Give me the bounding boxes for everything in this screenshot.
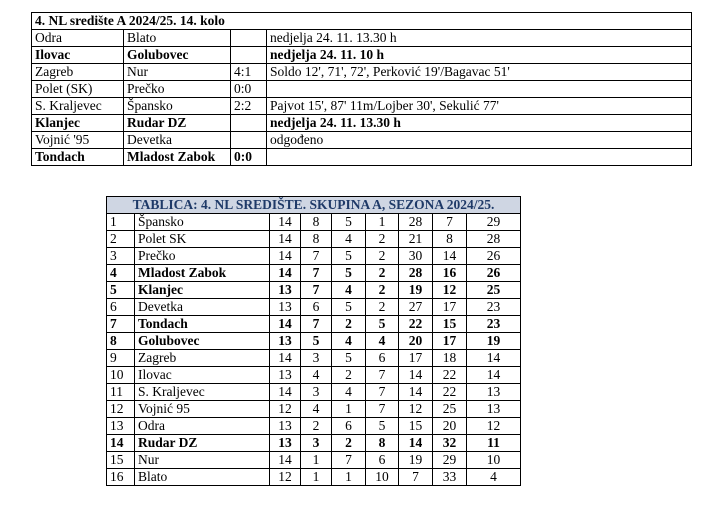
match-note: Soldo 12', 71', 72', Perković 19'/Bagavac 51' (267, 64, 692, 81)
losses: 10 (366, 469, 399, 486)
wins: 7 (301, 282, 332, 299)
played: 13 (270, 299, 301, 316)
draws: 2 (332, 367, 366, 384)
team-name: Polet SK (135, 231, 270, 248)
goals-against: 32 (433, 435, 467, 452)
played: 12 (270, 401, 301, 418)
match-note: nedjelja 24. 11. 13.30 h (267, 30, 692, 47)
goals-against: 8 (433, 231, 467, 248)
played: 14 (270, 265, 301, 282)
draws: 5 (332, 350, 366, 367)
standings-row (107, 367, 521, 384)
position: 14 (107, 435, 135, 452)
team-name: Devetka (135, 299, 270, 316)
losses: 2 (366, 248, 399, 265)
position: 10 (107, 367, 135, 384)
position: 5 (107, 282, 135, 299)
goals-for: 7 (399, 469, 433, 486)
home-team: S. Kraljevec (32, 98, 124, 115)
points: 23 (467, 316, 521, 333)
draws: 1 (332, 469, 366, 486)
draws: 2 (332, 435, 366, 452)
points: 26 (467, 248, 521, 265)
position: 8 (107, 333, 135, 350)
goals-against: 22 (433, 384, 467, 401)
points: 19 (467, 333, 521, 350)
fixture-row (32, 30, 692, 47)
goals-for: 30 (399, 248, 433, 265)
fixture-row (32, 47, 692, 64)
position: 2 (107, 231, 135, 248)
draws: 7 (332, 452, 366, 469)
team-name: Rudar DZ (135, 435, 270, 452)
away-team: Prečko (124, 81, 231, 98)
draws: 4 (332, 384, 366, 401)
points: 25 (467, 282, 521, 299)
draws: 5 (332, 248, 366, 265)
points: 13 (467, 401, 521, 418)
team-name: Odra (135, 418, 270, 435)
home-team: Tondach (32, 149, 124, 166)
losses: 5 (366, 316, 399, 333)
draws: 5 (332, 299, 366, 316)
position: 1 (107, 214, 135, 231)
standings-row (107, 452, 521, 469)
goals-against: 17 (433, 333, 467, 350)
position: 9 (107, 350, 135, 367)
losses: 2 (366, 231, 399, 248)
standings-row (107, 231, 521, 248)
fixture-row (32, 132, 692, 149)
standings-row (107, 316, 521, 333)
team-name: Špansko (135, 214, 270, 231)
points: 29 (467, 214, 521, 231)
points: 14 (467, 350, 521, 367)
points: 14 (467, 367, 521, 384)
wins: 1 (301, 452, 332, 469)
team-name: Nur (135, 452, 270, 469)
points: 28 (467, 231, 521, 248)
standings-row (107, 265, 521, 282)
match-score (231, 30, 267, 47)
goals-for: 14 (399, 435, 433, 452)
wins: 1 (301, 469, 332, 486)
losses: 7 (366, 401, 399, 418)
draws: 4 (332, 231, 366, 248)
points: 11 (467, 435, 521, 452)
match-score (231, 115, 267, 132)
wins: 3 (301, 384, 332, 401)
standings-row (107, 401, 521, 418)
goals-against: 7 (433, 214, 467, 231)
losses: 2 (366, 265, 399, 282)
goals-against: 12 (433, 282, 467, 299)
team-name: Vojnić 95 (135, 401, 270, 418)
goals-for: 17 (399, 350, 433, 367)
match-note: nedjelja 24. 11. 10 h (267, 47, 692, 64)
goals-for: 19 (399, 452, 433, 469)
draws: 6 (332, 418, 366, 435)
wins: 7 (301, 316, 332, 333)
team-name: Prečko (135, 248, 270, 265)
draws: 5 (332, 214, 366, 231)
home-team: Vojnić '95 (32, 132, 124, 149)
goals-against: 14 (433, 248, 467, 265)
draws: 2 (332, 316, 366, 333)
position: 15 (107, 452, 135, 469)
standings-row (107, 435, 521, 452)
away-team: Devetka (124, 132, 231, 149)
position: 6 (107, 299, 135, 316)
wins: 6 (301, 299, 332, 316)
position: 16 (107, 469, 135, 486)
played: 14 (270, 316, 301, 333)
match-note: Pajvot 15', 87' 11m/Lojber 30', Sekulić 77' (267, 98, 692, 115)
goals-for: 14 (399, 384, 433, 401)
position: 11 (107, 384, 135, 401)
wins: 4 (301, 367, 332, 384)
losses: 5 (366, 418, 399, 435)
fixture-row (32, 81, 692, 98)
home-team: Zagreb (32, 64, 124, 81)
points: 13 (467, 384, 521, 401)
played: 13 (270, 367, 301, 384)
standings-row (107, 333, 521, 350)
standings-row (107, 299, 521, 316)
team-name: Golubovec (135, 333, 270, 350)
standings-row (107, 350, 521, 367)
losses: 7 (366, 367, 399, 384)
draws: 5 (332, 265, 366, 282)
standings-table (106, 196, 521, 486)
standings-row (107, 384, 521, 401)
goals-against: 15 (433, 316, 467, 333)
wins: 4 (301, 401, 332, 418)
fixture-row (32, 115, 692, 132)
fixture-row (32, 149, 692, 166)
position: 4 (107, 265, 135, 282)
standings-title: TABLICA: 4. NL SREDIŠTE. SKUPINA A, SEZONA 2024/25. (107, 197, 521, 214)
away-team: Golubovec (124, 47, 231, 64)
home-team: Klanjec (32, 115, 124, 132)
fixtures-title: 4. NL središte A 2024/25. 14. kolo (32, 13, 692, 30)
match-note (267, 81, 692, 98)
losses: 8 (366, 435, 399, 452)
standings-row (107, 469, 521, 486)
home-team: Polet (SK) (32, 81, 124, 98)
points: 23 (467, 299, 521, 316)
losses: 6 (366, 350, 399, 367)
played: 14 (270, 214, 301, 231)
played: 14 (270, 248, 301, 265)
goals-for: 14 (399, 367, 433, 384)
match-score (231, 132, 267, 149)
goals-against: 33 (433, 469, 467, 486)
played: 14 (270, 231, 301, 248)
standings-title-row (107, 197, 521, 214)
losses: 1 (366, 214, 399, 231)
match-score (231, 47, 267, 64)
standings-row (107, 214, 521, 231)
draws: 4 (332, 282, 366, 299)
match-score: 4:1 (231, 64, 267, 81)
standings-row (107, 248, 521, 265)
wins: 7 (301, 248, 332, 265)
home-team: Odra (32, 30, 124, 47)
goals-against: 18 (433, 350, 467, 367)
goals-against: 22 (433, 367, 467, 384)
goals-for: 19 (399, 282, 433, 299)
team-name: Tondach (135, 316, 270, 333)
away-team: Rudar DZ (124, 115, 231, 132)
match-score: 2:2 (231, 98, 267, 115)
fixture-row (32, 98, 692, 115)
played: 13 (270, 333, 301, 350)
losses: 2 (366, 282, 399, 299)
team-name: Zagreb (135, 350, 270, 367)
position: 12 (107, 401, 135, 418)
wins: 5 (301, 333, 332, 350)
losses: 2 (366, 299, 399, 316)
points: 26 (467, 265, 521, 282)
wins: 7 (301, 265, 332, 282)
goals-for: 20 (399, 333, 433, 350)
wins: 3 (301, 435, 332, 452)
goals-against: 20 (433, 418, 467, 435)
position: 3 (107, 248, 135, 265)
goals-for: 22 (399, 316, 433, 333)
wins: 3 (301, 350, 332, 367)
match-score: 0:0 (231, 81, 267, 98)
played: 14 (270, 384, 301, 401)
match-note: nedjelja 24. 11. 13.30 h (267, 115, 692, 132)
fixtures-table (31, 12, 692, 166)
fixture-row (32, 64, 692, 81)
draws: 1 (332, 401, 366, 418)
goals-for: 28 (399, 265, 433, 282)
position: 13 (107, 418, 135, 435)
goals-for: 12 (399, 401, 433, 418)
wins: 8 (301, 214, 332, 231)
draws: 4 (332, 333, 366, 350)
points: 10 (467, 452, 521, 469)
team-name: Ilovac (135, 367, 270, 384)
played: 13 (270, 435, 301, 452)
losses: 7 (366, 384, 399, 401)
wins: 2 (301, 418, 332, 435)
losses: 4 (366, 333, 399, 350)
goals-against: 29 (433, 452, 467, 469)
points: 4 (467, 469, 521, 486)
goals-against: 25 (433, 401, 467, 418)
goals-against: 17 (433, 299, 467, 316)
fixtures-title-row (32, 13, 692, 30)
played: 13 (270, 282, 301, 299)
standings-row (107, 418, 521, 435)
played: 13 (270, 418, 301, 435)
played: 12 (270, 469, 301, 486)
goals-for: 21 (399, 231, 433, 248)
played: 14 (270, 452, 301, 469)
goals-against: 16 (433, 265, 467, 282)
goals-for: 15 (399, 418, 433, 435)
wins: 8 (301, 231, 332, 248)
team-name: Klanjec (135, 282, 270, 299)
played: 14 (270, 350, 301, 367)
match-note: odgođeno (267, 132, 692, 149)
team-name: Mladost Zabok (135, 265, 270, 282)
position: 7 (107, 316, 135, 333)
home-team: Ilovac (32, 47, 124, 64)
goals-for: 28 (399, 214, 433, 231)
team-name: S. Kraljevec (135, 384, 270, 401)
away-team: Špansko (124, 98, 231, 115)
team-name: Blato (135, 469, 270, 486)
away-team: Blato (124, 30, 231, 47)
match-note (267, 149, 692, 166)
goals-for: 27 (399, 299, 433, 316)
match-score: 0:0 (231, 149, 267, 166)
away-team: Nur (124, 64, 231, 81)
standings-row (107, 282, 521, 299)
losses: 6 (366, 452, 399, 469)
points: 12 (467, 418, 521, 435)
away-team: Mladost Zabok (124, 149, 231, 166)
